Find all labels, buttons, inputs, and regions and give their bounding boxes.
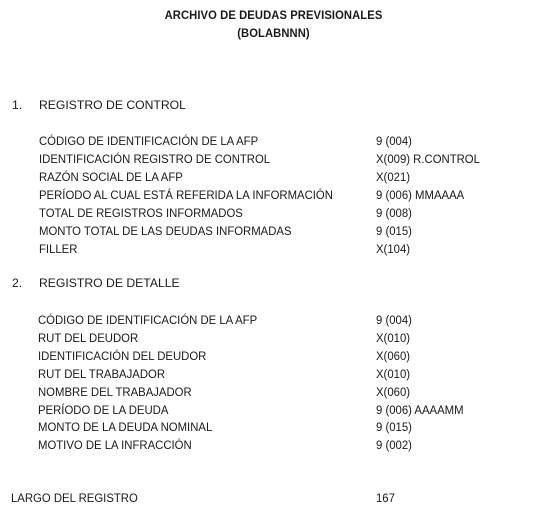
field-label: RUT DEL TRABAJADOR	[38, 367, 166, 381]
field-format: X(060)	[376, 385, 411, 399]
field-label: PERÍODO AL CUAL ESTÁ REFERIDA LA INFORMACIÓN	[39, 188, 333, 202]
field-format: 9 (004)	[376, 313, 412, 327]
field-format: X(021)	[376, 170, 411, 184]
field-label: NOMBRE DEL TRABAJADOR	[38, 385, 192, 399]
field-label: CÓDIGO DE IDENTIFICACIÓN DE LA AFP	[38, 313, 258, 327]
field-format: X(010)	[376, 367, 411, 381]
field-label: TOTAL DE REGISTROS INFORMADOS	[39, 206, 243, 220]
field-format: X(009) R.CONTROL	[376, 152, 480, 166]
document-title: ARCHIVO DE DEUDAS PREVISIONALES	[164, 8, 383, 22]
field-label: MONTO TOTAL DE LAS DEUDAS INFORMADAS	[39, 224, 292, 238]
field-format: 9 (004)	[376, 134, 412, 148]
field-format: 9 (015)	[376, 224, 412, 238]
field-label: CÓDIGO DE IDENTIFICACIÓN DE LA AFP	[39, 134, 259, 148]
field-format: 9 (006) AAAAMM	[376, 403, 464, 417]
record-length-label: LARGO DEL REGISTRO	[11, 491, 138, 505]
field-label: RAZÓN SOCIAL DE LA AFP	[39, 170, 183, 184]
field-format: 9 (006) MMAAAA	[376, 188, 465, 202]
field-format: X(104)	[376, 242, 411, 256]
field-label: RUT DEL DEUDOR	[38, 331, 139, 345]
field-format: X(060)	[376, 349, 411, 363]
section-1-number: 1.	[12, 98, 23, 112]
document-subtitle: (BOLABNNN)	[237, 26, 310, 40]
section-1-heading: REGISTRO DE CONTROL	[39, 98, 186, 112]
field-label: PERÍODO DE LA DEUDA	[38, 403, 169, 417]
field-label: MOTIVO DE LA INFRACCIÓN	[38, 438, 192, 452]
section-2-heading: REGISTRO DE DETALLE	[39, 276, 180, 290]
field-label: MONTO DE LA DEUDA NOMINAL	[38, 420, 213, 434]
section-2-number: 2.	[12, 276, 23, 290]
field-format: 9 (008)	[376, 206, 412, 220]
field-format: X(010)	[376, 331, 411, 345]
field-format: 9 (015)	[376, 420, 412, 434]
field-label: IDENTIFICACIÓN REGISTRO DE CONTROL	[39, 152, 271, 166]
record-length-value: 167	[376, 491, 395, 505]
field-label: IDENTIFICACIÓN DEL DEUDOR	[38, 349, 207, 363]
field-format: 9 (002)	[376, 438, 412, 452]
field-label: FILLER	[39, 242, 78, 256]
